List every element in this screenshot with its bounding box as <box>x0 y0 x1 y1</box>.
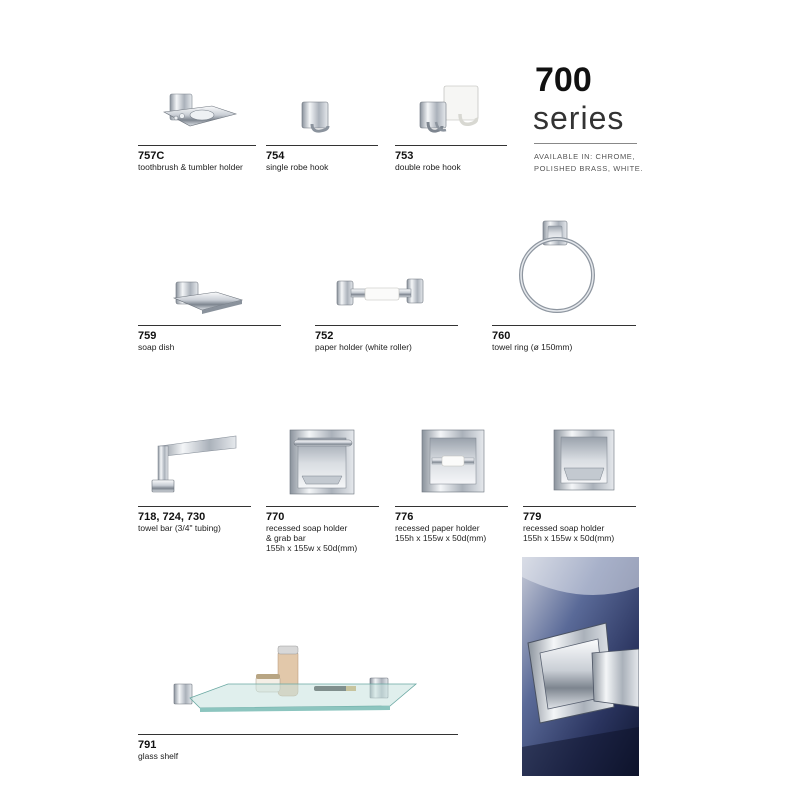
product-code: 752 <box>315 330 334 342</box>
description-line: recessed paper holder <box>395 523 480 533</box>
product-code: 791 <box>138 739 157 751</box>
description-line: toothbrush & tumbler holder <box>138 162 243 172</box>
product-description <box>315 342 412 352</box>
glass-shelf-image <box>170 644 420 720</box>
description-line: 155h x 155w x 50d(mm) <box>523 533 615 543</box>
item-rule <box>138 325 281 326</box>
product-description <box>492 342 572 352</box>
product-description <box>138 162 243 172</box>
description-line: towel bar (3/4" tubing) <box>138 523 221 533</box>
availability-note <box>534 151 643 175</box>
product-code: 759 <box>138 330 157 342</box>
product-description <box>266 162 328 172</box>
item-rule <box>395 506 508 507</box>
product-code: 754 <box>266 150 285 162</box>
product-code: 757C <box>138 150 165 162</box>
recessed-soap-holder-grab-bar-image <box>288 428 358 496</box>
description-line: towel ring (ø 150mm) <box>492 342 573 352</box>
item-rule <box>138 145 256 146</box>
towel-bar-image <box>148 432 240 496</box>
product-description <box>395 162 461 172</box>
availability-line-2: POLISHED BRASS, WHITE. <box>534 164 644 173</box>
single-robe-hook-image <box>298 98 338 138</box>
item-rule <box>523 506 636 507</box>
description-line: single robe hook <box>266 162 329 172</box>
recessed-soap-holder-image <box>552 428 616 492</box>
product-description <box>523 523 614 543</box>
product-code: 753 <box>395 150 414 162</box>
item-rule <box>138 734 458 735</box>
description-line: & grab bar <box>266 533 306 543</box>
product-code: 776 <box>395 511 414 523</box>
item-rule <box>266 506 379 507</box>
recessed-paper-holder-image <box>420 428 486 494</box>
product-code: 779 <box>523 511 542 523</box>
item-rule <box>138 506 251 507</box>
title-divider <box>534 143 637 144</box>
toothbrush-tumbler-holder-image <box>160 92 240 132</box>
product-code: 718, 724, 730 <box>138 511 206 523</box>
product-description <box>266 523 357 553</box>
soap-dish-image <box>170 278 250 318</box>
product-description <box>138 751 178 761</box>
product-description <box>138 523 221 533</box>
description-line: 155h x 155w x 50d(mm) <box>266 543 358 553</box>
product-description <box>395 523 486 543</box>
closeup-photo <box>522 557 639 776</box>
description-line: paper holder (white roller) <box>315 342 412 352</box>
item-rule <box>492 325 636 326</box>
description-line: recessed soap holder <box>523 523 605 533</box>
product-description <box>138 342 174 352</box>
towel-ring-image <box>515 217 605 317</box>
series-word: series <box>533 100 625 136</box>
availability-line-1: AVAILABLE IN: CHROME, <box>534 152 636 161</box>
paper-holder-image <box>333 275 429 315</box>
description-line: 155h x 155w x 50d(mm) <box>395 533 487 543</box>
description-line: double robe hook <box>395 162 461 172</box>
description-line: soap dish <box>138 342 175 352</box>
product-code: 760 <box>492 330 511 342</box>
series-number: 700 <box>535 61 592 99</box>
product-code: 770 <box>266 511 285 523</box>
double-robe-hook-image <box>416 84 486 136</box>
item-rule <box>315 325 458 326</box>
description-line: recessed soap holder <box>266 523 348 533</box>
item-rule <box>266 145 378 146</box>
item-rule <box>395 145 507 146</box>
description-line: glass shelf <box>138 751 179 761</box>
